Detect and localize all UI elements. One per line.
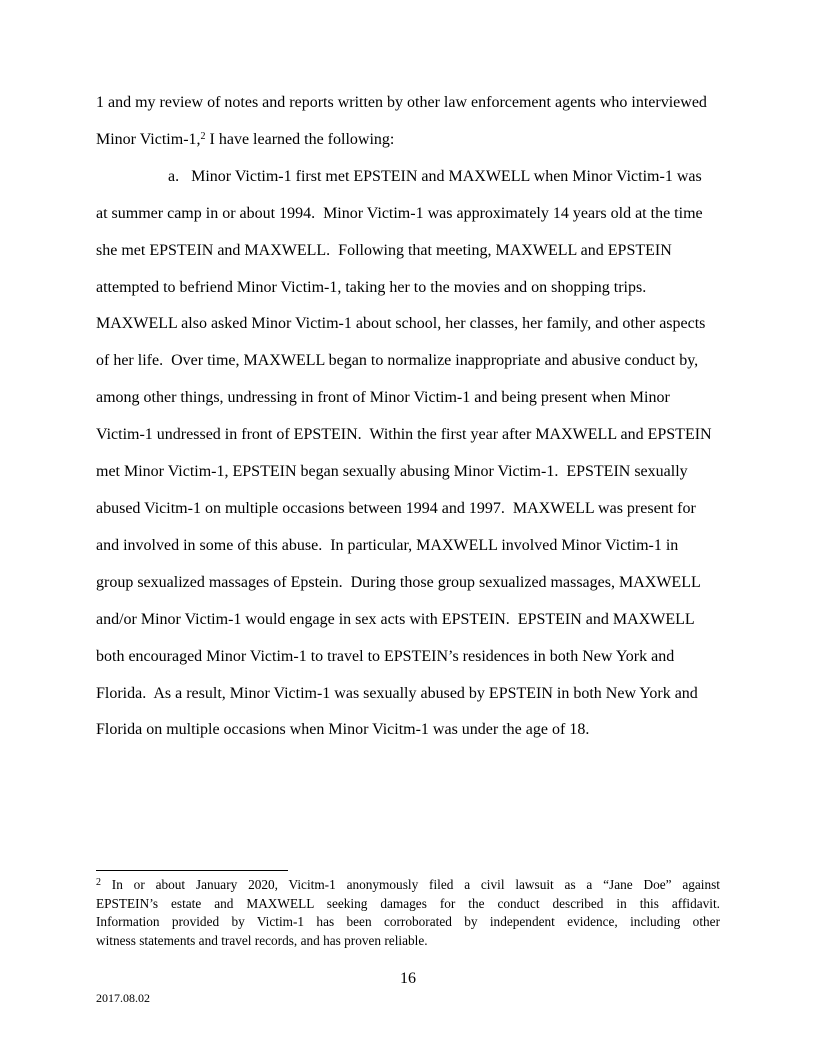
body-line: among other things, undressing in front of Minor Victim-1 and being present when Minor (96, 389, 670, 407)
footnote-line: witness statements and travel records, and has proven reliable. (96, 932, 428, 948)
footnote-reference: 2 (200, 131, 206, 143)
body-line: and/or Minor Victim-1 would engage in sex acts with EPSTEIN. EPSTEIN and MAXWELL (96, 610, 695, 628)
footnote-text-segment: In or about January 2020, Vicitm-1 anonymously filed a civil lawsuit as a “Jane Doe” against (101, 877, 720, 892)
body-line: of her life. Over time, MAXWELL began to normalize inappropriate and abusive conduct by, (96, 352, 699, 370)
footnote (96, 870, 720, 950)
body-line: MAXWELL also asked Minor Victim-1 about school, her classes, her family, and other aspects (96, 315, 706, 333)
body-line: met Minor Victim-1, EPSTEIN began sexually abusing Minor Victim-1. EPSTEIN sexually (96, 463, 688, 481)
page-number: 16 (400, 970, 416, 987)
date-stamp: 2017.08.02 (96, 991, 150, 1005)
footnote-line: Information provided by Victim-1 has been corroborated by independent evidence, including other (96, 914, 720, 930)
body-line: attempted to befriend Minor Victim-1, taking her to the movies and on shopping trips. (96, 278, 647, 296)
body-line: group sexualized massages of Epstein. During those group sexualized massages, MAXWELL (96, 573, 701, 591)
body-line: and involved in some of this abuse. In particular, MAXWELL involved Minor Victim-1 in (96, 536, 679, 554)
body-line: she met EPSTEIN and MAXWELL. Following that meeting, MAXWELL and EPSTEIN (96, 241, 672, 259)
footnote-line: EPSTEIN’s estate and MAXWELL seeking damages for the conduct described in this affidavit. (96, 895, 720, 911)
body-line: Victim-1 undressed in front of EPSTEIN. Within the first year after MAXWELL and EPSTEIN (96, 426, 712, 444)
footnote-separator (96, 870, 288, 871)
body-text-segment: I have learned the following: (205, 130, 395, 148)
body-line (96, 122, 720, 159)
body-line: a. Minor Victim-1 first met EPSTEIN and MAXWELL when Minor Victim-1 was (168, 167, 702, 185)
footnote-number: 2 (96, 876, 101, 888)
body-line: 1 and my review of notes and reports written by other law enforcement agents who interviewed (96, 94, 707, 111)
body-line: Florida. As a result, Minor Victim-1 was sexually abused by EPSTEIN in both New York and (96, 684, 698, 702)
body-line: abused Vicitm-1 on multiple occasions between 1994 and 1997. MAXWELL was present for (96, 499, 696, 517)
affidavit-body (96, 85, 720, 749)
body-text-segment: Minor Victim-1, (96, 130, 201, 148)
body-line: both encouraged Minor Victim-1 to travel to EPSTEIN’s residences in both New York and (96, 647, 675, 665)
footnote-line (96, 876, 720, 895)
body-line: at summer camp in or about 1994. Minor Victim-1 was approximately 14 years old at the time (96, 204, 703, 222)
body-line: Florida on multiple occasions when Minor Vicitm-1 was under the age of 18. (96, 721, 590, 739)
